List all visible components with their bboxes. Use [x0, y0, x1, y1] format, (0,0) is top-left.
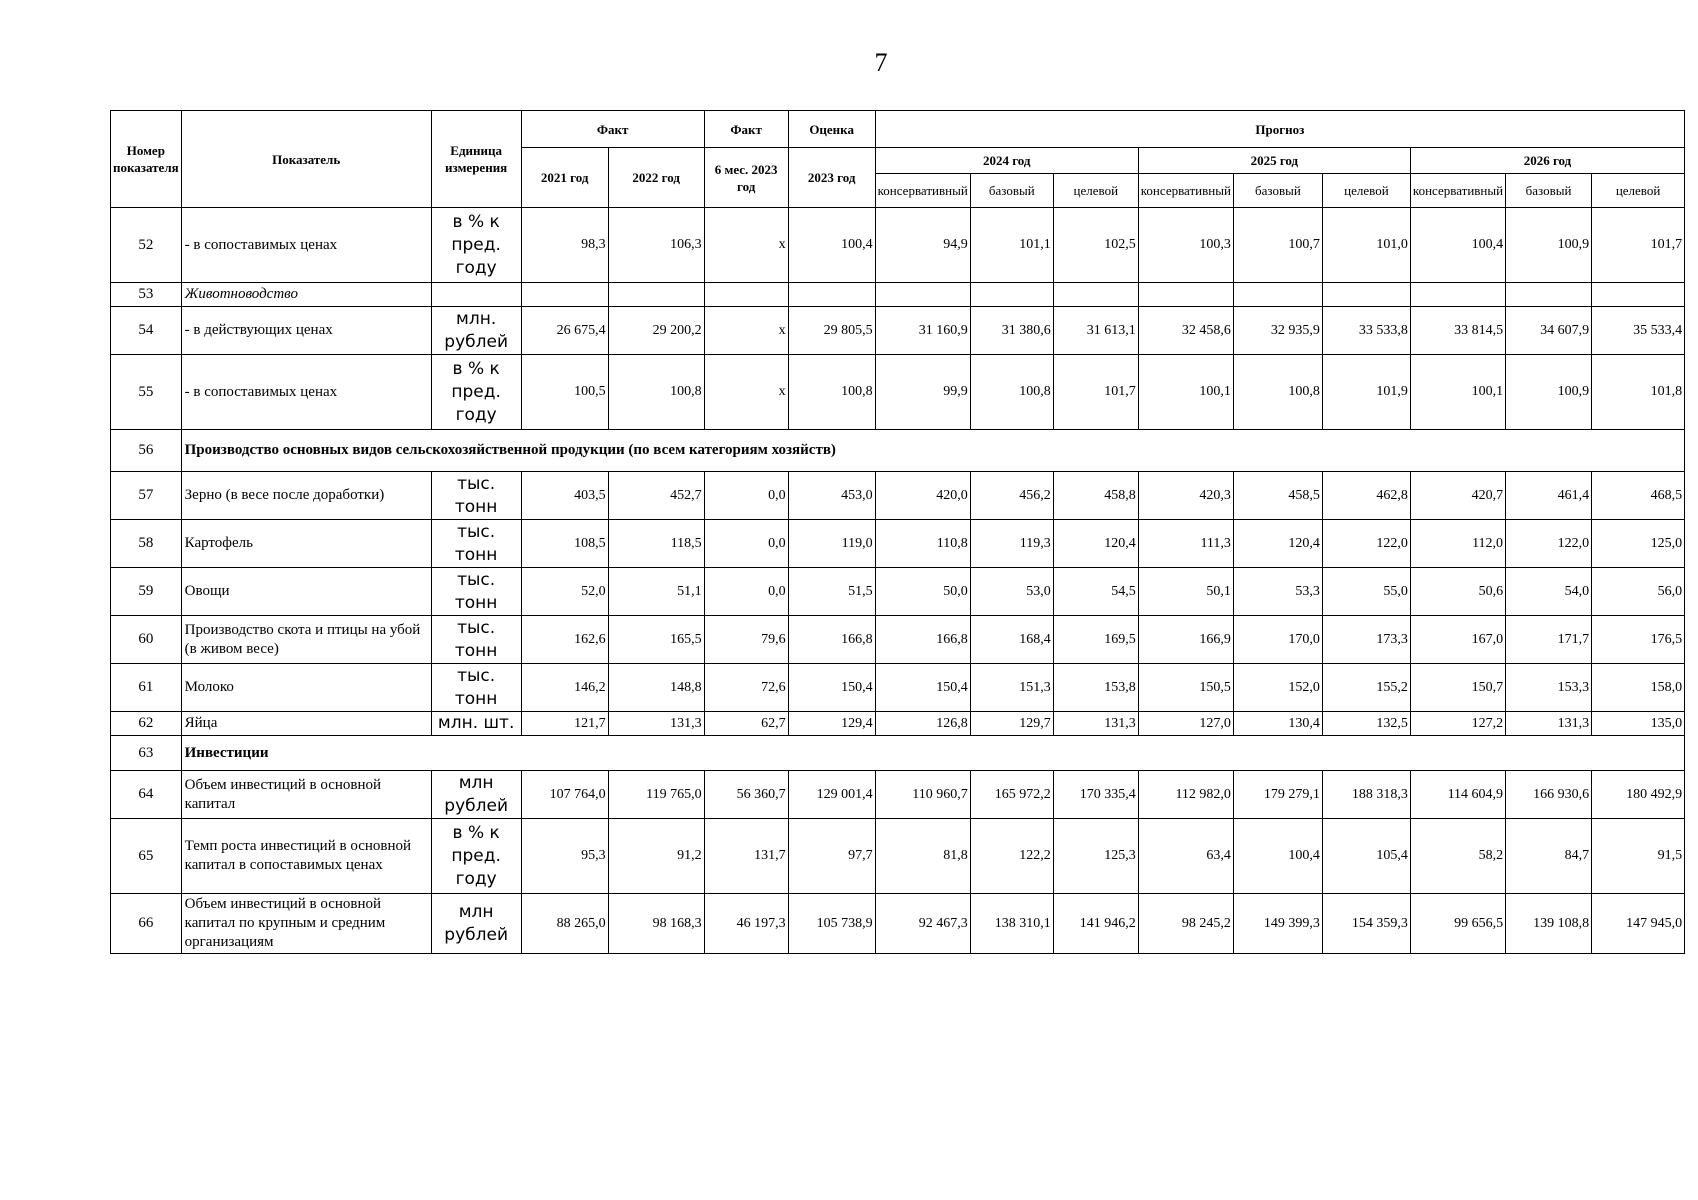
unit-cell: тыс. тонн — [431, 472, 521, 520]
value-cell: 125,0 — [1592, 520, 1685, 568]
value-cell: 101,7 — [1592, 208, 1685, 283]
section-title: Производство основных видов сельскохозяйственной продукции (по всем категориям хозяйств) — [181, 430, 1684, 472]
value-cell: 130,4 — [1233, 712, 1322, 736]
value-cell: 100,8 — [1233, 355, 1322, 430]
row-index: 52 — [111, 208, 182, 283]
value-cell: 110 960,7 — [875, 771, 970, 819]
header-index: Номер показателя — [111, 111, 182, 208]
table-row — [111, 712, 1685, 736]
row-index: 63 — [111, 736, 182, 771]
table-row — [111, 819, 1685, 894]
value-cell: 100,3 — [1138, 208, 1233, 283]
value-cell — [1410, 283, 1505, 307]
value-cell: 100,5 — [521, 355, 608, 430]
section-row — [111, 736, 1685, 771]
indicator-name: Молоко — [181, 664, 431, 712]
unit-cell: тыс. тонн — [431, 664, 521, 712]
value-cell: 98 168,3 — [608, 894, 704, 954]
value-cell: 112 982,0 — [1138, 771, 1233, 819]
indicator-name: Овощи — [181, 568, 431, 616]
header-fact-2: Факт — [704, 111, 788, 148]
row-index: 58 — [111, 520, 182, 568]
value-cell: 110,8 — [875, 520, 970, 568]
value-cell: 53,3 — [1233, 568, 1322, 616]
value-cell: 0,0 — [704, 520, 788, 568]
header-2026: 2026 год — [1410, 148, 1684, 174]
value-cell: 100,8 — [608, 355, 704, 430]
header-6m-2023: 6 мес. 2023 год — [704, 148, 788, 208]
row-index: 53 — [111, 283, 182, 307]
value-cell: 100,8 — [970, 355, 1053, 430]
value-cell: 31 613,1 — [1053, 307, 1138, 355]
value-cell: 32 935,9 — [1233, 307, 1322, 355]
value-cell: 420,7 — [1410, 472, 1505, 520]
value-cell: 53,0 — [970, 568, 1053, 616]
unit-cell: млн. рублей — [431, 307, 521, 355]
value-cell: 458,8 — [1053, 472, 1138, 520]
value-cell: 108,5 — [521, 520, 608, 568]
row-index: 59 — [111, 568, 182, 616]
unit-cell: тыс. тонн — [431, 616, 521, 664]
table-body — [111, 208, 1685, 954]
value-cell: 180 492,9 — [1592, 771, 1685, 819]
value-cell: 0,0 — [704, 568, 788, 616]
value-cell: 131,3 — [1506, 712, 1592, 736]
value-cell: 125,3 — [1053, 819, 1138, 894]
value-cell: 50,6 — [1410, 568, 1505, 616]
value-cell: 165 972,2 — [970, 771, 1053, 819]
row-index: 57 — [111, 472, 182, 520]
table-row — [111, 520, 1685, 568]
value-cell: 171,7 — [1506, 616, 1592, 664]
value-cell: 147 945,0 — [1592, 894, 1685, 954]
table-row — [111, 616, 1685, 664]
value-cell — [970, 283, 1053, 307]
value-cell: 100,4 — [1233, 819, 1322, 894]
table-row — [111, 208, 1685, 283]
value-cell: 98,3 — [521, 208, 608, 283]
indicator-name: - в сопоставимых ценах — [181, 208, 431, 283]
value-cell: 151,3 — [970, 664, 1053, 712]
row-index: 54 — [111, 307, 182, 355]
value-cell: 120,4 — [1053, 520, 1138, 568]
value-cell: 121,7 — [521, 712, 608, 736]
value-cell: 91,2 — [608, 819, 704, 894]
row-index: 64 — [111, 771, 182, 819]
value-cell: 420,0 — [875, 472, 970, 520]
value-cell: 31 380,6 — [970, 307, 1053, 355]
value-cell: 105 738,9 — [788, 894, 875, 954]
header-2024: 2024 год — [875, 148, 1138, 174]
value-cell: 52,0 — [521, 568, 608, 616]
header-2026-conservative: консервативный — [1410, 174, 1505, 208]
value-cell: 458,5 — [1233, 472, 1322, 520]
value-cell — [875, 283, 970, 307]
table-row — [111, 771, 1685, 819]
value-cell: 166,8 — [875, 616, 970, 664]
value-cell — [1053, 283, 1138, 307]
value-cell: 29 200,2 — [608, 307, 704, 355]
value-cell: 51,1 — [608, 568, 704, 616]
value-cell: 152,0 — [1233, 664, 1322, 712]
unit-cell: в % к пред. году — [431, 355, 521, 430]
value-cell: 462,8 — [1322, 472, 1410, 520]
value-cell: 63,4 — [1138, 819, 1233, 894]
value-cell: 158,0 — [1592, 664, 1685, 712]
header-2024-base: базовый — [970, 174, 1053, 208]
value-cell: 95,3 — [521, 819, 608, 894]
header-2025-target: целевой — [1322, 174, 1410, 208]
value-cell: 176,5 — [1592, 616, 1685, 664]
row-index: 65 — [111, 819, 182, 894]
value-cell: 101,0 — [1322, 208, 1410, 283]
value-cell: 99,9 — [875, 355, 970, 430]
row-index: 61 — [111, 664, 182, 712]
value-cell: 81,8 — [875, 819, 970, 894]
section-row — [111, 430, 1685, 472]
value-cell: 150,5 — [1138, 664, 1233, 712]
header-2025-base: базовый — [1233, 174, 1322, 208]
page-number: 7 — [874, 48, 888, 77]
table-row — [111, 568, 1685, 616]
value-cell: 153,3 — [1506, 664, 1592, 712]
table-row — [111, 472, 1685, 520]
value-cell: 100,9 — [1506, 355, 1592, 430]
value-cell: 139 108,8 — [1506, 894, 1592, 954]
value-cell: 101,9 — [1322, 355, 1410, 430]
value-cell: 162,6 — [521, 616, 608, 664]
indicators-table — [110, 110, 1685, 954]
value-cell — [788, 283, 875, 307]
value-cell: х — [704, 307, 788, 355]
header-2026-base: базовый — [1506, 174, 1592, 208]
value-cell — [1233, 283, 1322, 307]
indicator-name: Темп роста инвестиций в основной капитал в сопоставимых ценах — [181, 819, 431, 894]
value-cell: 188 318,3 — [1322, 771, 1410, 819]
value-cell — [521, 283, 608, 307]
value-cell: 33 533,8 — [1322, 307, 1410, 355]
header-fact: Факт — [521, 111, 704, 148]
value-cell: 141 946,2 — [1053, 894, 1138, 954]
indicator-name: Зерно (в весе после доработки) — [181, 472, 431, 520]
value-cell: 149 399,3 — [1233, 894, 1322, 954]
value-cell: 154 359,3 — [1322, 894, 1410, 954]
value-cell: 72,6 — [704, 664, 788, 712]
value-cell: 0,0 — [704, 472, 788, 520]
value-cell: 105,4 — [1322, 819, 1410, 894]
unit-cell: млн рублей — [431, 894, 521, 954]
value-cell — [1138, 283, 1233, 307]
value-cell: 127,0 — [1138, 712, 1233, 736]
row-index: 55 — [111, 355, 182, 430]
value-cell: 131,3 — [1053, 712, 1138, 736]
value-cell: 122,0 — [1322, 520, 1410, 568]
value-cell: 146,2 — [521, 664, 608, 712]
value-cell: 461,4 — [1506, 472, 1592, 520]
value-cell: 100,4 — [1410, 208, 1505, 283]
table-row — [111, 894, 1685, 954]
indicator-name: - в действующих ценах — [181, 307, 431, 355]
unit-cell — [431, 283, 521, 307]
value-cell: 102,5 — [1053, 208, 1138, 283]
value-cell: 165,5 — [608, 616, 704, 664]
header-forecast: Прогноз — [875, 111, 1684, 148]
value-cell: 31 160,9 — [875, 307, 970, 355]
value-cell: 84,7 — [1506, 819, 1592, 894]
header-indicator: Показатель — [181, 111, 431, 208]
value-cell: 35 533,4 — [1592, 307, 1685, 355]
unit-cell: млн. шт. — [431, 712, 521, 736]
value-cell: 150,4 — [788, 664, 875, 712]
value-cell: 132,5 — [1322, 712, 1410, 736]
value-cell: 168,4 — [970, 616, 1053, 664]
row-index: 60 — [111, 616, 182, 664]
value-cell — [1592, 283, 1685, 307]
header-unit: Единица измерения — [431, 111, 521, 208]
value-cell: 129 001,4 — [788, 771, 875, 819]
value-cell — [704, 283, 788, 307]
value-cell: 150,7 — [1410, 664, 1505, 712]
value-cell: 46 197,3 — [704, 894, 788, 954]
indicator-name: Объем инвестиций в основной капитал — [181, 771, 431, 819]
value-cell: 111,3 — [1138, 520, 1233, 568]
indicators-table-container — [110, 110, 1685, 954]
row-index: 62 — [111, 712, 182, 736]
value-cell: 179 279,1 — [1233, 771, 1322, 819]
value-cell: х — [704, 208, 788, 283]
header-2025: 2025 год — [1138, 148, 1410, 174]
value-cell: 420,3 — [1138, 472, 1233, 520]
value-cell: 138 310,1 — [970, 894, 1053, 954]
value-cell: 98 245,2 — [1138, 894, 1233, 954]
table-row — [111, 355, 1685, 430]
value-cell: 129,7 — [970, 712, 1053, 736]
value-cell: 29 805,5 — [788, 307, 875, 355]
value-cell: 58,2 — [1410, 819, 1505, 894]
value-cell: 79,6 — [704, 616, 788, 664]
header-2025-conservative: консервативный — [1138, 174, 1233, 208]
table-row — [111, 307, 1685, 355]
value-cell: 62,7 — [704, 712, 788, 736]
unit-cell: тыс. тонн — [431, 520, 521, 568]
value-cell: 119,3 — [970, 520, 1053, 568]
value-cell: 169,5 — [1053, 616, 1138, 664]
value-cell: 100,1 — [1138, 355, 1233, 430]
value-cell: 88 265,0 — [521, 894, 608, 954]
value-cell: 166,8 — [788, 616, 875, 664]
header-2026-target: целевой — [1592, 174, 1685, 208]
value-cell: 101,7 — [1053, 355, 1138, 430]
value-cell: 26 675,4 — [521, 307, 608, 355]
value-cell: 131,3 — [608, 712, 704, 736]
header-2021: 2021 год — [521, 148, 608, 208]
value-cell: 106,3 — [608, 208, 704, 283]
value-cell: 170,0 — [1233, 616, 1322, 664]
table-header — [111, 111, 1685, 208]
value-cell: 101,8 — [1592, 355, 1685, 430]
value-cell: 97,7 — [788, 819, 875, 894]
header-2024-target: целевой — [1053, 174, 1138, 208]
value-cell: 150,4 — [875, 664, 970, 712]
value-cell: 167,0 — [1410, 616, 1505, 664]
indicator-name: Животноводство — [181, 283, 431, 307]
header-estimate: Оценка — [788, 111, 875, 148]
value-cell: 32 458,6 — [1138, 307, 1233, 355]
value-cell: 114 604,9 — [1410, 771, 1505, 819]
value-cell: 112,0 — [1410, 520, 1505, 568]
value-cell: 100,7 — [1233, 208, 1322, 283]
unit-cell: в % к пред. году — [431, 819, 521, 894]
section-title: Инвестиции — [181, 736, 1684, 771]
value-cell: 100,9 — [1506, 208, 1592, 283]
value-cell: 456,2 — [970, 472, 1053, 520]
value-cell: 148,8 — [608, 664, 704, 712]
value-cell: 403,5 — [521, 472, 608, 520]
row-index: 66 — [111, 894, 182, 954]
value-cell: 56,0 — [1592, 568, 1685, 616]
value-cell: 453,0 — [788, 472, 875, 520]
value-cell: 166,9 — [1138, 616, 1233, 664]
value-cell: 122,2 — [970, 819, 1053, 894]
row-index: 56 — [111, 430, 182, 472]
value-cell — [1506, 283, 1592, 307]
value-cell: 100,8 — [788, 355, 875, 430]
header-2022: 2022 год — [608, 148, 704, 208]
table-row — [111, 283, 1685, 307]
value-cell: 170 335,4 — [1053, 771, 1138, 819]
value-cell: 126,8 — [875, 712, 970, 736]
value-cell: 94,9 — [875, 208, 970, 283]
value-cell: 122,0 — [1506, 520, 1592, 568]
header-2024-conservative: консервативный — [875, 174, 970, 208]
header-2023: 2023 год — [788, 148, 875, 208]
table-row — [111, 664, 1685, 712]
value-cell — [608, 283, 704, 307]
value-cell: 166 930,6 — [1506, 771, 1592, 819]
indicator-name: - в сопоставимых ценах — [181, 355, 431, 430]
value-cell: 54,5 — [1053, 568, 1138, 616]
value-cell: 34 607,9 — [1506, 307, 1592, 355]
value-cell: 129,4 — [788, 712, 875, 736]
value-cell: 155,2 — [1322, 664, 1410, 712]
value-cell: 118,5 — [608, 520, 704, 568]
unit-cell: тыс. тонн — [431, 568, 521, 616]
value-cell: 101,1 — [970, 208, 1053, 283]
value-cell: 54,0 — [1506, 568, 1592, 616]
value-cell: 100,4 — [788, 208, 875, 283]
indicator-name: Картофель — [181, 520, 431, 568]
indicator-name: Объем инвестиций в основной капитал по крупным и средним организациям — [181, 894, 431, 954]
indicator-name: Яйца — [181, 712, 431, 736]
indicator-name: Производство скота и птицы на убой (в живом весе) — [181, 616, 431, 664]
value-cell: 135,0 — [1592, 712, 1685, 736]
value-cell: 51,5 — [788, 568, 875, 616]
value-cell: 50,1 — [1138, 568, 1233, 616]
value-cell: 92 467,3 — [875, 894, 970, 954]
value-cell: 107 764,0 — [521, 771, 608, 819]
unit-cell: млн рублей — [431, 771, 521, 819]
value-cell: 100,1 — [1410, 355, 1505, 430]
value-cell: 119,0 — [788, 520, 875, 568]
value-cell: 131,7 — [704, 819, 788, 894]
value-cell: 468,5 — [1592, 472, 1685, 520]
unit-cell: в % к пред. году — [431, 208, 521, 283]
value-cell: 50,0 — [875, 568, 970, 616]
value-cell: 120,4 — [1233, 520, 1322, 568]
value-cell: 127,2 — [1410, 712, 1505, 736]
value-cell: 153,8 — [1053, 664, 1138, 712]
value-cell: 173,3 — [1322, 616, 1410, 664]
value-cell: 56 360,7 — [704, 771, 788, 819]
value-cell: 91,5 — [1592, 819, 1685, 894]
value-cell: 452,7 — [608, 472, 704, 520]
value-cell: 33 814,5 — [1410, 307, 1505, 355]
value-cell: 99 656,5 — [1410, 894, 1505, 954]
value-cell — [1322, 283, 1410, 307]
value-cell: 119 765,0 — [608, 771, 704, 819]
value-cell: х — [704, 355, 788, 430]
value-cell: 55,0 — [1322, 568, 1410, 616]
